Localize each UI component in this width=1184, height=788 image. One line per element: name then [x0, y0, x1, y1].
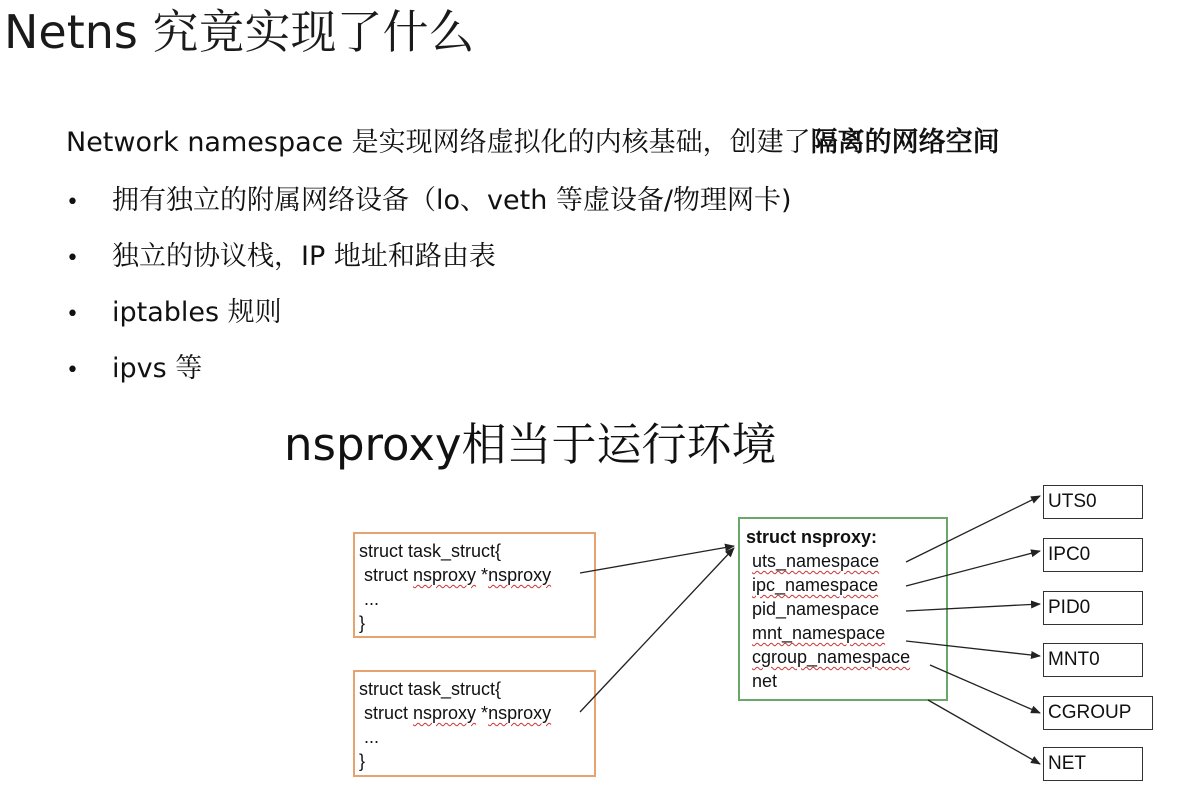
target-box-uts: UTS0 — [1043, 485, 1143, 519]
code-line: ... — [359, 589, 380, 609]
intro-prefix: Network namespace 是实现网络虚拟化的内核基础，创建了 — [66, 127, 811, 158]
code-token: struct — [359, 565, 414, 585]
nsproxy-header: struct nsproxy: — [746, 527, 878, 547]
code-line: struct task_struct{ — [359, 541, 502, 561]
target-box-pid: PID0 — [1043, 591, 1143, 625]
code-token: * — [476, 565, 489, 585]
nsproxy-field: pid_namespace — [752, 599, 880, 619]
nsproxy-field: cgroup_namespace — [752, 647, 911, 667]
arrow-net — [928, 700, 1040, 764]
arrow-uts — [906, 496, 1040, 562]
bullet-text: 独立的协议栈，IP 地址和路由表 — [112, 241, 496, 272]
target-box-ipc: IPC0 — [1043, 538, 1143, 572]
code-token: struct — [359, 703, 414, 723]
code-token: * — [476, 703, 489, 723]
bullet-dot: • — [66, 302, 79, 327]
bullet-dot: • — [66, 358, 79, 383]
bullet-text: ipvs 等 — [112, 353, 203, 384]
bullet-text: 拥有独立的附属网络设备（lo、veth 等虚设备/物理网卡) — [112, 185, 792, 216]
code-line: ... — [359, 727, 380, 747]
code-token: nsproxy — [488, 565, 552, 585]
code-line: } — [359, 613, 366, 633]
nsproxy-field: ipc_namespace — [752, 575, 879, 595]
arrow-task2-to-nsproxy — [580, 548, 734, 712]
code-token: nsproxy — [488, 703, 552, 723]
bullet-dot: • — [66, 246, 79, 271]
arrow-pid — [906, 604, 1040, 611]
code-line: struct task_struct{ — [359, 679, 502, 699]
diagram-subtitle: nsproxy相当于运行环境 — [284, 418, 777, 471]
code-token: nsproxy — [413, 565, 477, 585]
arrow-mnt — [906, 641, 1040, 656]
intro-emphasis: 隔离的网络空间 — [810, 127, 1000, 158]
bullet-text: iptables 规则 — [112, 297, 282, 328]
nsproxy-field: uts_namespace — [752, 551, 880, 571]
nsproxy-field: net — [752, 671, 778, 691]
bullet-dot: • — [66, 190, 79, 215]
target-box-mnt: MNT0 — [1043, 643, 1143, 677]
code-token: nsproxy — [413, 703, 477, 723]
arrow-cgroup — [930, 665, 1040, 713]
target-box-cgroup: CGROUP — [1043, 696, 1153, 730]
arrow-task1-to-nsproxy — [580, 546, 734, 573]
slide-title: Netns 究竟实现了什么 — [4, 5, 475, 59]
target-box-net: NET — [1043, 747, 1143, 781]
nsproxy-field: mnt_namespace — [752, 623, 886, 643]
code-line: } — [359, 751, 366, 771]
arrow-ipc — [906, 551, 1040, 586]
